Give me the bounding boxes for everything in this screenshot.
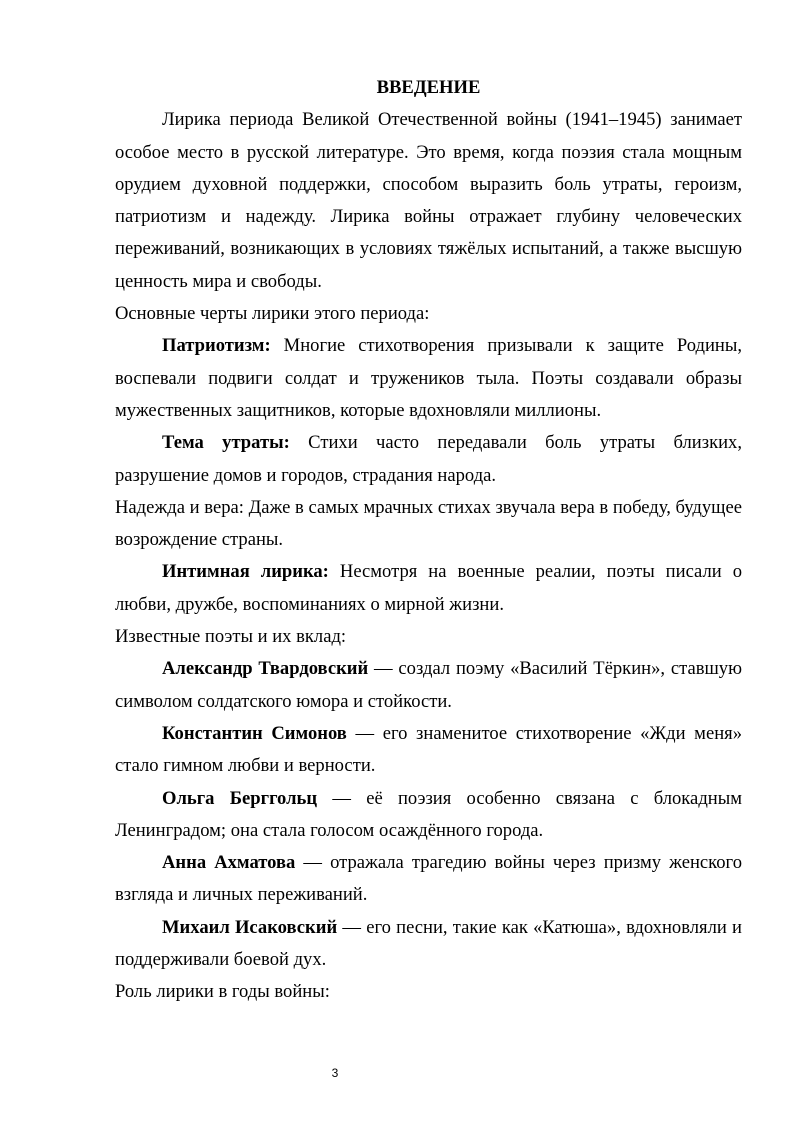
poet-text: — отражала трагедию войны через призму женского взгляда и личных переживаний. [115, 852, 742, 906]
poet-text: — создал поэму «Василий Тёркин», ставшую символом солдатского юмора и стойкости. [115, 658, 742, 712]
feature-text: Стихи часто передавали боль утраты близких, разрушение домов и городов, страдания народа. [115, 432, 742, 486]
poet-name: Александр Твардовский [162, 658, 369, 680]
poet-text: — её поэзия особенно связана с блокадным Ленинградом; она стала голосом осаждённого города. [115, 787, 742, 841]
feature-text: Многие стихотворения призывали к защите Родины, воспевали подвиги солдат и тружеников тыла. Поэты создавали образы мужественных защитников, которые вдохновляли миллионы. [115, 335, 742, 421]
role-heading: Роль лирики в годы войны: [115, 981, 330, 1003]
hope-paragraph: Надежда и вера: Даже в самых мрачных стихах звучала вера в победу, будущее возрождение страны. [115, 496, 742, 551]
features-heading: Основные черты лирики этого периода: [115, 303, 430, 325]
poets-heading: Известные поэты и их вклад: [115, 626, 347, 648]
poet-name: Константин Симонов [162, 722, 347, 744]
poet-akhmatova [115, 847, 742, 912]
intro-paragraph: Лирика периода Великой Отечественной войны (1941–1945) занимает особое место в русской литературе. Это время, когда поэзия стала мощным орудием духовной поддержки, способом выразить боль утраты, героизм, патриотизм и надежду. Лирика войны отражает глубину человеческих переживаний, возникающих в условиях тяжёлых испытаний, а также высшую ценность мира и свободы. [115, 109, 742, 292]
page-title: ВВЕДЕНИЕ [376, 77, 481, 98]
poet-name: Анна Ахматова [162, 852, 296, 874]
poet-name: Ольга Берггольц [162, 787, 318, 809]
page-number: 3 [331, 1066, 339, 1080]
feature-term: Интимная лирика: [162, 561, 329, 583]
poet-simonov [115, 718, 742, 783]
feature-term: Патриотизм: [162, 335, 271, 357]
feature-text: Несмотря на военные реалии, поэты писали о любви, дружбе, воспоминаниях о мирной жизни. [115, 561, 743, 615]
feature-term: Тема утраты: [162, 432, 290, 454]
poet-name: Михаил Исаковский [162, 916, 338, 938]
poet-text: — его знаменитое стихотворение «Жди меня» стало гимном любви и верности. [115, 722, 742, 777]
page-content [115, 72, 742, 1009]
poet-isakovsky [115, 912, 742, 977]
poet-berggolts [115, 783, 742, 848]
feature-intimate [115, 556, 742, 621]
feature-loss [115, 427, 742, 492]
poet-tvardovsky [115, 653, 742, 718]
feature-patriotism [115, 330, 742, 427]
poet-text: — его песни, такие как «Катюша», вдохновляли и поддерживали боевой дух. [115, 916, 742, 971]
